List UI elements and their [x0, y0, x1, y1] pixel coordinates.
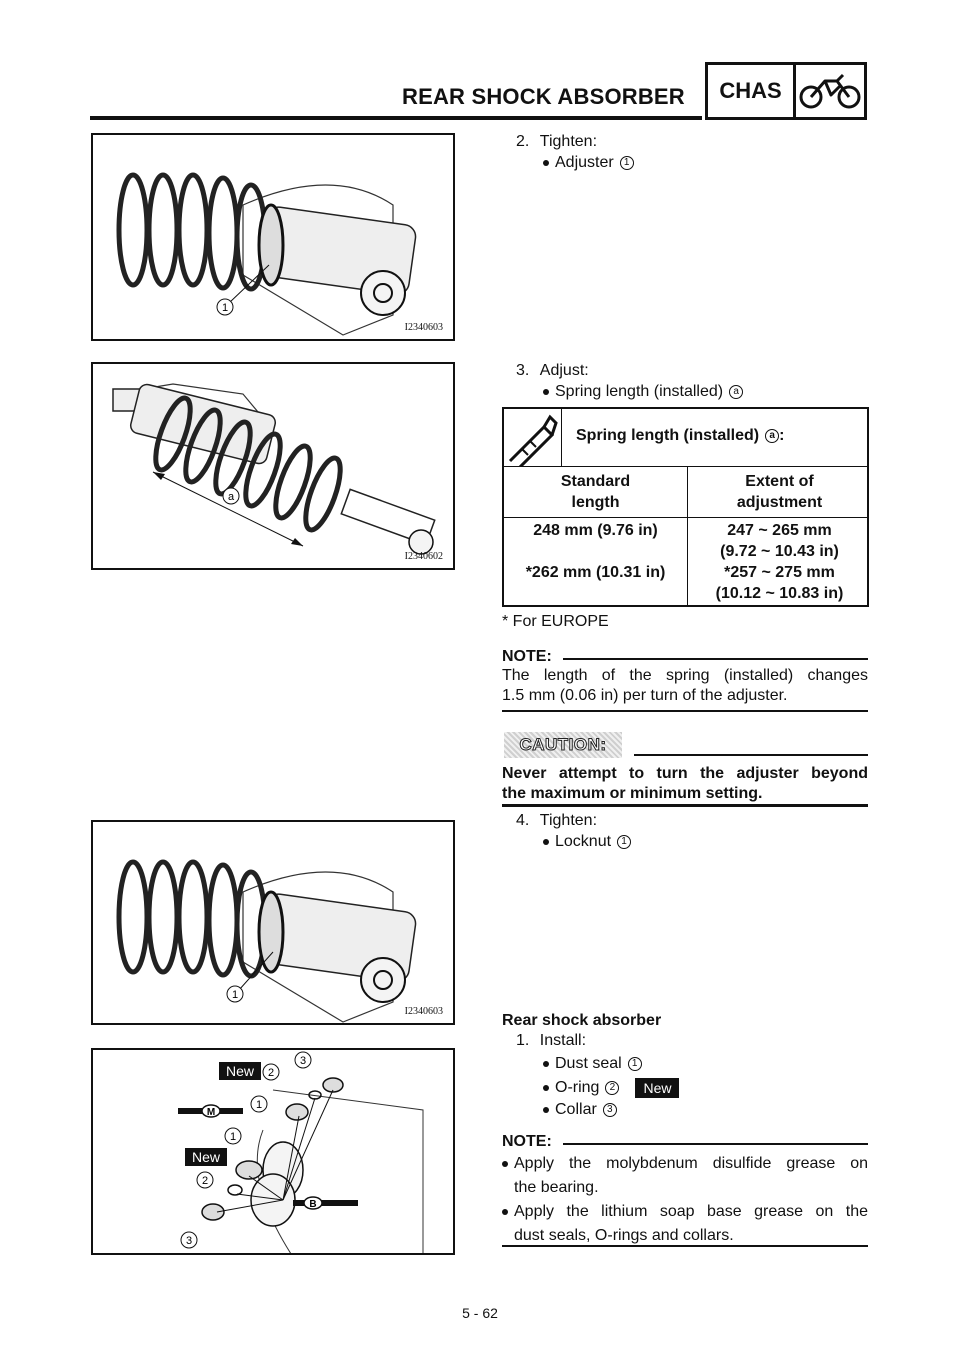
section-heading: Rear shock absorber — [502, 1012, 662, 1029]
header-line: Standard — [560, 473, 631, 490]
page-title: REAR SHOCK ABSORBER — [402, 84, 685, 109]
install-step — [516, 1032, 586, 1050]
step-2 — [516, 133, 597, 151]
figure-spring-length — [91, 362, 455, 570]
value: (10.12 ~ 10.83 in) — [715, 585, 844, 602]
caution-label: CAUTION: — [504, 732, 622, 758]
item-label: Adjuster — [555, 154, 614, 171]
note-line: the bearing. — [514, 1179, 599, 1196]
figure-adjuster — [91, 133, 455, 341]
note-text — [502, 666, 868, 706]
table-divider — [504, 517, 867, 518]
spec-heading-colon: : — [779, 427, 785, 444]
item-label: Dust seal — [555, 1055, 622, 1072]
figure-callout: 3 — [299, 1055, 307, 1067]
value: *262 mm (10.31 in) — [525, 564, 666, 581]
bullet-icon — [502, 1161, 508, 1167]
step-verb: Adjust: — [539, 362, 589, 379]
item-label: Spring length (installed) — [555, 383, 724, 400]
note-end-rule — [502, 710, 868, 712]
caution-rule — [634, 754, 868, 756]
caution-end-rule — [502, 804, 868, 807]
item-label: Locknut — [555, 833, 612, 850]
step-4 — [516, 812, 597, 830]
step-number: 2. — [516, 133, 530, 150]
callout-ref: a — [765, 429, 779, 443]
grease-mark: M — [206, 1107, 216, 1118]
note-line: 1.5 mm (0.06 in) per turn of the adjuster. — [502, 687, 788, 704]
note-line: Apply the lithium soap base grease on the — [514, 1203, 868, 1220]
bullet-icon — [543, 1085, 549, 1091]
grease-mark: B — [309, 1199, 317, 1210]
spec-header — [504, 409, 867, 467]
bullet-icon — [543, 389, 549, 395]
section-tab — [705, 62, 867, 120]
note-line: The length of the spring (installed) changes — [502, 667, 868, 684]
spec-table — [502, 407, 869, 607]
step-verb: Install: — [539, 1032, 587, 1049]
caliper-icon — [504, 409, 562, 467]
bullet-icon — [543, 1107, 549, 1113]
install-item-o-ring — [543, 1078, 679, 1098]
callout-ref: 1 — [617, 835, 631, 849]
spec-heading — [576, 427, 784, 445]
figure-callout: a — [227, 491, 235, 503]
extent-cell — [688, 520, 871, 604]
figure-callout: 2 — [201, 1175, 209, 1187]
standard-length-cell — [504, 520, 687, 583]
note-rule — [563, 658, 868, 660]
header-line: adjustment — [736, 494, 823, 511]
note-label: NOTE: — [502, 648, 552, 665]
step-3-item — [543, 383, 743, 401]
figure-code: I2340602 — [404, 551, 443, 562]
step-2-item — [543, 154, 634, 172]
figure-callout: 1 — [255, 1099, 263, 1111]
col-header-standard — [504, 471, 687, 513]
step-number: 1. — [516, 1032, 530, 1049]
page-number: 5 - 62 — [462, 1305, 498, 1321]
callout-ref: 1 — [620, 156, 634, 170]
col-header-extent — [688, 471, 871, 513]
header-line: Extent of — [745, 473, 814, 490]
note-line: dust seals, O-rings and collars. — [514, 1227, 734, 1244]
value: 248 mm (9.76 in) — [533, 522, 658, 539]
figure-locknut — [91, 820, 455, 1025]
note-bullets — [502, 1152, 868, 1248]
spec-footnote: * For EUROPE — [502, 613, 609, 630]
step-3 — [516, 362, 589, 380]
figure-code: I2340603 — [404, 322, 443, 333]
step-4-item — [543, 833, 631, 851]
item-label: Collar — [555, 1101, 597, 1118]
caution-text — [502, 764, 868, 804]
item-label: O-ring — [555, 1079, 600, 1096]
step-number: 3. — [516, 362, 530, 379]
figure-callout: 2 — [267, 1067, 275, 1079]
section-label: CHAS — [708, 65, 796, 117]
value: *257 ~ 275 mm — [724, 564, 835, 581]
value: 247 ~ 265 mm — [727, 522, 832, 539]
callout-ref: 1 — [628, 1057, 642, 1071]
step-number: 4. — [516, 812, 530, 829]
value: (9.72 ~ 10.43 in) — [720, 543, 839, 560]
bullet-icon — [502, 1209, 508, 1215]
note-bullet — [502, 1200, 868, 1248]
motorcycle-icon — [796, 65, 864, 117]
note-rule — [563, 1143, 868, 1145]
caution-line: Never attempt to turn the adjuster beyond — [502, 765, 868, 782]
callout-ref: 2 — [605, 1081, 619, 1095]
caution-line: the maximum or minimum setting. — [502, 785, 763, 802]
header-line: length — [571, 494, 620, 511]
new-badge: New — [635, 1078, 679, 1098]
note-line: Apply the molybdenum disulfide grease on — [514, 1155, 868, 1172]
figure-callout: 1 — [231, 989, 239, 1001]
callout-ref: a — [729, 385, 743, 399]
note-end-rule — [502, 1245, 868, 1247]
bullet-icon — [543, 839, 549, 845]
callout-ref: 3 — [603, 1103, 617, 1117]
install-item-dust-seal — [543, 1055, 642, 1073]
figure-code: I2340603 — [404, 1006, 443, 1017]
figure-install-seals — [91, 1048, 455, 1255]
note-bullet — [502, 1152, 868, 1200]
figure-callout: 3 — [185, 1235, 193, 1247]
install-item-collar — [543, 1101, 617, 1119]
note-label: NOTE: — [502, 1133, 552, 1150]
bullet-icon — [543, 1061, 549, 1067]
spec-heading-label: Spring length (installed) — [576, 427, 760, 444]
step-verb: Tighten: — [539, 133, 598, 150]
new-badge: New — [191, 1149, 221, 1165]
new-badge: New — [225, 1063, 255, 1079]
header-rule — [90, 116, 702, 120]
bullet-icon — [543, 160, 549, 166]
step-verb: Tighten: — [539, 812, 598, 829]
figure-callout: 1 — [221, 302, 229, 314]
figure-callout: 1 — [229, 1131, 237, 1143]
